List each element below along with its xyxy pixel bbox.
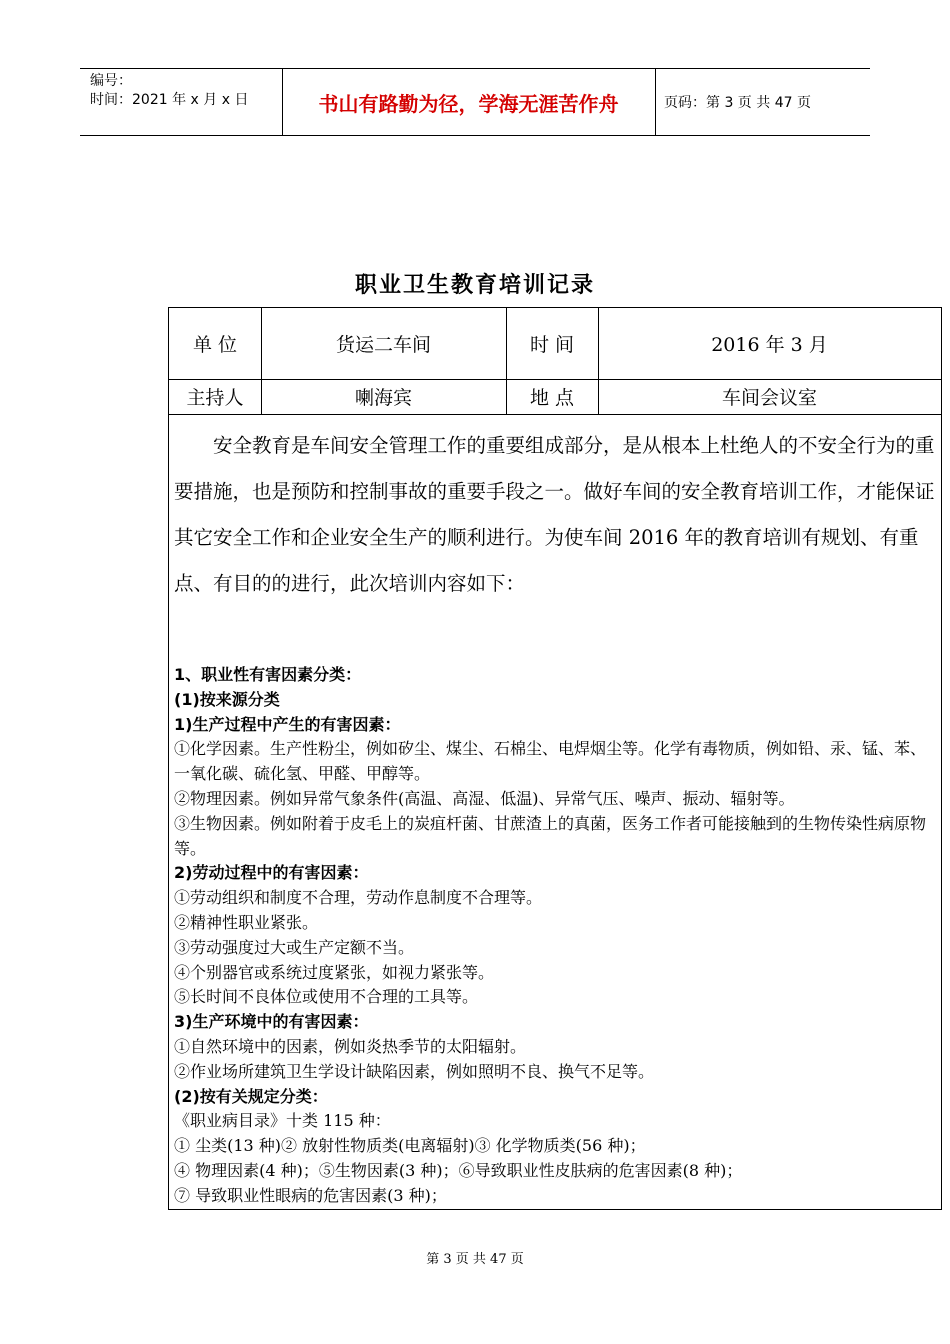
list-item: ②物理因素。例如异常气象条件(高温、高湿、低温)、异常气压、噪声、振动、辐射等。 bbox=[174, 788, 795, 808]
page-header bbox=[80, 68, 870, 136]
list-item: ③生物因素。例如附着于皮毛上的炭疽杆菌、甘蔗渣上的真菌，医务工作者可能接触到的生物传染性病原物等。 bbox=[174, 813, 927, 858]
subsection-heading: 1)生产过程中产生的有害因素： bbox=[174, 714, 401, 734]
list-item: ②作业场所建筑卫生学设计缺陷因素，例如照明不良、换气不足等。 bbox=[174, 1061, 655, 1081]
time-label: 时 间 bbox=[529, 334, 575, 356]
list-item: ④ 物理因素(4 种)；⑤生物因素(3 种)；⑥导致职业性皮肤病的危害因素(8 种)； bbox=[174, 1160, 743, 1180]
list-item: ①劳动组织和制度不合理，劳动作息制度不合理等。 bbox=[174, 888, 543, 908]
list-item: ⑦ 导致职业性眼病的危害因素(3 种)； bbox=[174, 1185, 447, 1205]
header-divider bbox=[655, 68, 656, 136]
table-row-divider bbox=[169, 414, 941, 415]
page-footer: 第 3 页 共 47 页 bbox=[426, 1252, 524, 1267]
place-value: 车间会议室 bbox=[721, 387, 817, 409]
host-value: 喇海宾 bbox=[354, 387, 412, 409]
place-label: 地 点 bbox=[529, 387, 575, 409]
intro-text: 安全教育是车间安全管理工作的重要组成部分，是从根本上杜绝人的不安全行为的重要措施，也是预防和控制事故的重要手段之一。做好车间的安全教育培训工作，才能保证其它安全工作和企业安全生产的顺利进行。为使车间 2016 年的教育培训有规划、有重点、有目的的进行，此次培训内容如下： bbox=[174, 434, 935, 595]
list-item: ① 尘类(13 种)② 放射性物质类(电离辐射)③ 化学物质类(56 种)； bbox=[174, 1136, 646, 1156]
training-record-table bbox=[168, 307, 942, 1210]
list-item: ①化学因素。生产性粉尘，例如矽尘、煤尘、石棉尘、电焊烟尘等。化学有毒物质，例如铅、汞、锰、苯、一氧化碳、硫化氢、甲醛、甲醇等。 bbox=[174, 739, 927, 784]
intro-paragraph bbox=[174, 423, 938, 607]
document-number: 编号： bbox=[90, 73, 132, 89]
header-meta bbox=[90, 72, 248, 110]
list-item: ③劳动强度过大或生产定额不当。 bbox=[174, 937, 415, 957]
header-page-info: 页码：第 3 页 共 47 页 bbox=[664, 95, 811, 111]
subsection-heading: (1)按来源分类 bbox=[174, 689, 280, 709]
list-item: 《职业病目录》十类 115 种： bbox=[174, 1111, 391, 1131]
subsection-heading: 2)劳动过程中的有害因素： bbox=[174, 863, 369, 883]
subsection-heading: 3)生产环境中的有害因素： bbox=[174, 1012, 369, 1032]
unit-label: 单 位 bbox=[192, 334, 238, 356]
list-item: ⑤长时间不良体位或使用不合理的工具等。 bbox=[174, 987, 479, 1007]
host-label: 主持人 bbox=[186, 387, 244, 409]
list-item: ④个别器官或系统过度紧张，如视力紧张等。 bbox=[174, 962, 495, 982]
list-item: ①自然环境中的因素，例如炎热季节的太阳辐射。 bbox=[174, 1036, 527, 1056]
document-title: 职业卫生教育培训记录 bbox=[354, 273, 595, 298]
section-heading: 1、职业性有害因素分类： bbox=[174, 665, 362, 684]
header-motto: 书山有路勤为径，学海无涯苦作舟 bbox=[318, 91, 619, 116]
list-item: ②精神性职业紧张。 bbox=[174, 912, 319, 932]
time-value: 2016 年 3 月 bbox=[711, 334, 828, 356]
document-date: 时间：2021 年 x 月 x 日 bbox=[90, 92, 249, 108]
unit-value: 货运二车间 bbox=[335, 334, 431, 356]
training-content bbox=[174, 663, 938, 1209]
subsection-heading: (2)按有关规定分类： bbox=[174, 1086, 328, 1106]
